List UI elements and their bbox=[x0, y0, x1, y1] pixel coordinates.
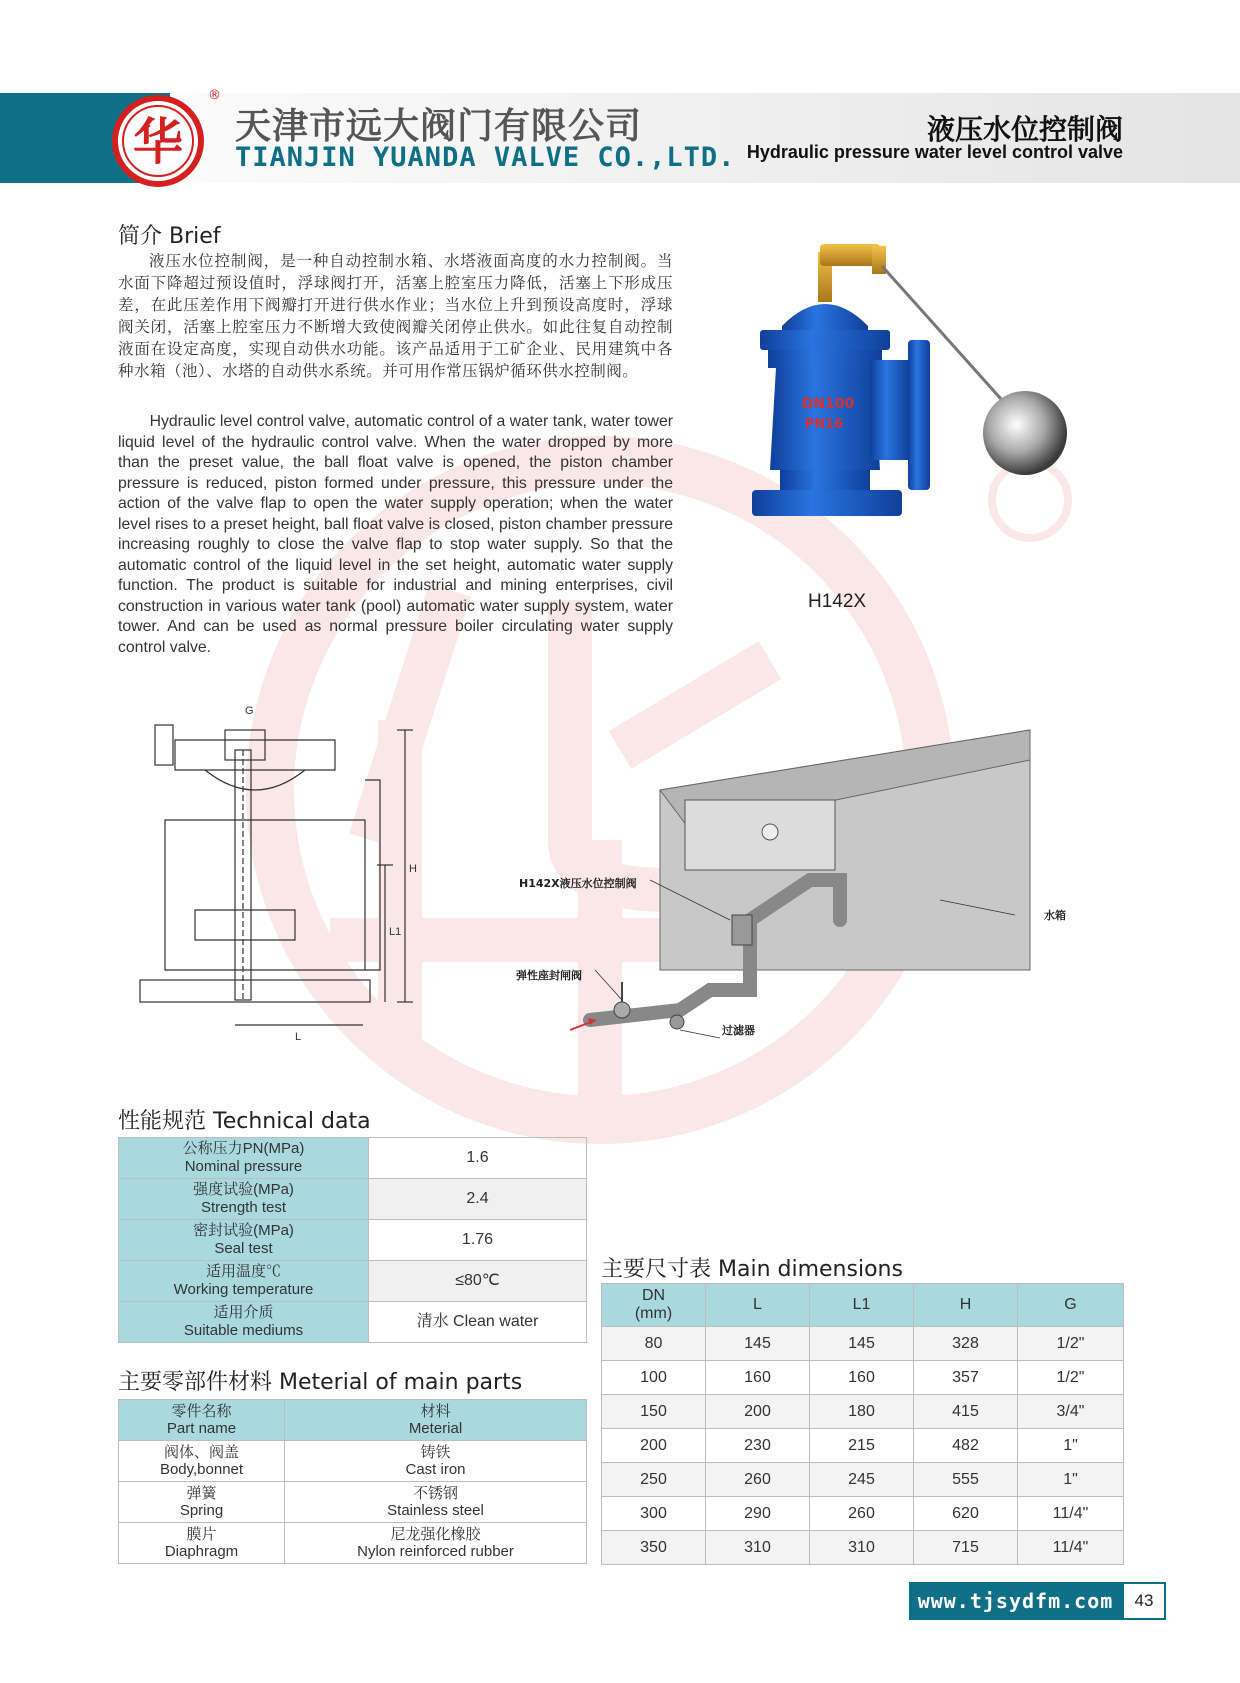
dimensions-cell: 300 bbox=[602, 1497, 706, 1531]
brief-text-cn: 液压水位控制阀，是一种自动控制水箱、水塔液面高度的水力控制阀。当水面下降超过预设值时，浮球阀打开，活塞上腔室压力降低，活塞上下形成压差，在此压差作用下阀瓣打开进行供水作业；当水位上升到预设高度时，浮球阀关闭，活塞上腔室压力不断增大致使阀瓣关闭停止供水。如此往复自动控制液面在设定高度，实现自动供水功能。该产品适用于工矿企业、民用建筑中各种水箱（池）、水塔的自动供水系统。并可用作常压锅炉循环供水控制阀。 bbox=[118, 252, 673, 380]
dimensions-row bbox=[602, 1463, 1124, 1497]
dimensions-cell: 310 bbox=[706, 1531, 810, 1565]
drawing-label-g: G bbox=[245, 705, 254, 717]
logo-character: 华 bbox=[133, 113, 183, 171]
materials-part: 弹簧 Spring bbox=[119, 1482, 285, 1523]
technical-title: 性能规范 Technical data bbox=[118, 1109, 371, 1134]
dimensions-cell: 1/2" bbox=[1018, 1361, 1124, 1395]
drawing-label-h: H bbox=[409, 863, 417, 875]
dimensions-cell: 310 bbox=[810, 1531, 914, 1565]
materials-title: 主要零部件材料 Meterial of main parts bbox=[118, 1370, 523, 1395]
dimensions-cell: 415 bbox=[914, 1395, 1018, 1429]
page-number: 43 bbox=[1122, 1582, 1166, 1620]
dimensions-cell: 200 bbox=[602, 1429, 706, 1463]
dimensions-cell: 715 bbox=[914, 1531, 1018, 1565]
callout-tank: 水箱 bbox=[1044, 909, 1066, 922]
dimensions-header-l: L bbox=[706, 1284, 810, 1327]
company-name-cn: 天津市远大阀门有限公司 bbox=[235, 106, 643, 147]
dimensions-cell: 1/2" bbox=[1018, 1327, 1124, 1361]
company-name-en: TIANJIN YUANDA VALVE CO.,LTD. bbox=[235, 142, 736, 173]
dimensions-cell: 1" bbox=[1018, 1463, 1124, 1497]
dimensions-cell: 350 bbox=[602, 1531, 706, 1565]
dimensions-cell: 482 bbox=[914, 1429, 1018, 1463]
product-title-cn: 液压水位控制阀 bbox=[926, 113, 1123, 146]
drawing-label-l1: L1 bbox=[389, 926, 402, 938]
dimensions-row bbox=[602, 1531, 1124, 1565]
dimensions-cell: 80 bbox=[602, 1327, 706, 1361]
technical-row bbox=[119, 1261, 587, 1302]
materials-row bbox=[119, 1441, 587, 1482]
materials-table bbox=[118, 1399, 587, 1564]
technical-row bbox=[119, 1179, 587, 1220]
dimensions-cell: 290 bbox=[706, 1497, 810, 1531]
technical-label: 公称压力PN(MPa) Nominal pressure bbox=[119, 1138, 369, 1179]
brief-title: 简介 Brief bbox=[118, 224, 221, 249]
materials-header-row bbox=[119, 1400, 587, 1441]
dimensions-cell: 200 bbox=[706, 1395, 810, 1429]
footer-website[interactable]: www.tjsydfm.com bbox=[909, 1582, 1122, 1620]
materials-header-part: 零件名称 Part name bbox=[119, 1400, 285, 1441]
technical-table bbox=[118, 1137, 587, 1343]
technical-value: 1.6 bbox=[369, 1138, 587, 1179]
dimensions-cell: 150 bbox=[602, 1395, 706, 1429]
registered-mark: ® bbox=[208, 88, 221, 103]
materials-part: 阀体、阀盖 Body,bonnet bbox=[119, 1441, 285, 1482]
dimensions-cell: 260 bbox=[706, 1463, 810, 1497]
dimensions-cell: 3/4" bbox=[1018, 1395, 1124, 1429]
dimensions-cell: 145 bbox=[810, 1327, 914, 1361]
dimensions-header-l1: L1 bbox=[810, 1284, 914, 1327]
technical-row bbox=[119, 1302, 587, 1343]
materials-material: 铸铁 Cast iron bbox=[285, 1441, 587, 1482]
valve-marking-pn: PN16 bbox=[804, 417, 844, 432]
dimensions-cell: 215 bbox=[810, 1429, 914, 1463]
technical-label: 适用温度℃ Working temperature bbox=[119, 1261, 369, 1302]
dimensions-row bbox=[602, 1429, 1124, 1463]
callout-filter: 过滤器 bbox=[722, 1024, 755, 1037]
dimensions-cell: 100 bbox=[602, 1361, 706, 1395]
dimensions-cell: 11/4" bbox=[1018, 1497, 1124, 1531]
dimensions-cell: 620 bbox=[914, 1497, 1018, 1531]
dimensions-cell: 11/4" bbox=[1018, 1531, 1124, 1565]
dimensions-cell: 260 bbox=[810, 1497, 914, 1531]
valve-model-label: H142X bbox=[808, 591, 867, 612]
valve-marking-dn: DN100 bbox=[801, 396, 855, 412]
dimensions-cell: 145 bbox=[706, 1327, 810, 1361]
drawing-label-l: L bbox=[295, 1031, 302, 1043]
materials-material: 不锈钢 Stainless steel bbox=[285, 1482, 587, 1523]
technical-label: 强度试验(MPa) Strength test bbox=[119, 1179, 369, 1220]
dimensions-header-h: H bbox=[914, 1284, 1018, 1327]
dimensions-table bbox=[601, 1283, 1124, 1565]
dimensions-cell: 328 bbox=[914, 1327, 1018, 1361]
technical-value: 2.4 bbox=[369, 1179, 587, 1220]
dimensions-cell: 160 bbox=[706, 1361, 810, 1395]
dimensions-cell: 555 bbox=[914, 1463, 1018, 1497]
technical-row bbox=[119, 1138, 587, 1179]
materials-material: 尼龙强化橡胶 Nylon reinforced rubber bbox=[285, 1523, 587, 1564]
product-title-en: Hydraulic pressure water level control valve bbox=[746, 142, 1123, 162]
materials-header-material: 材料 Meterial bbox=[285, 1400, 587, 1441]
company-logo bbox=[104, 93, 212, 189]
technical-row bbox=[119, 1220, 587, 1261]
dimensions-row bbox=[602, 1497, 1124, 1531]
technical-value: ≤80℃ bbox=[369, 1261, 587, 1302]
dimensions-header-row bbox=[602, 1284, 1124, 1327]
dimensions-cell: 1" bbox=[1018, 1429, 1124, 1463]
technical-label: 密封试验(MPa) Seal test bbox=[119, 1220, 369, 1261]
dimensions-cell: 357 bbox=[914, 1361, 1018, 1395]
dimensions-cell: 230 bbox=[706, 1429, 810, 1463]
dimensions-row bbox=[602, 1327, 1124, 1361]
callout-valve: H142X液压水位控制阀 bbox=[519, 877, 637, 890]
dimensions-header-g: G bbox=[1018, 1284, 1124, 1327]
dimensions-cell: 160 bbox=[810, 1361, 914, 1395]
dimensions-header-dn: DN (mm) bbox=[602, 1284, 706, 1327]
technical-value: 1.76 bbox=[369, 1220, 587, 1261]
dimensions-cell: 250 bbox=[602, 1463, 706, 1497]
dimensions-title: 主要尺寸表 Main dimensions bbox=[601, 1257, 903, 1282]
valve-product-photo bbox=[740, 240, 1110, 560]
valve-section-drawing bbox=[135, 700, 455, 1050]
materials-part: 膜片 Diaphragm bbox=[119, 1523, 285, 1564]
dimensions-row bbox=[602, 1361, 1124, 1395]
technical-value: 清水 Clean water bbox=[369, 1302, 587, 1343]
materials-row bbox=[119, 1523, 587, 1564]
dimensions-row bbox=[602, 1395, 1124, 1429]
dimensions-cell: 180 bbox=[810, 1395, 914, 1429]
brief-text-en: Hydraulic level control valve, automatic control of a water tank, water tower liquid level of the hydraulic control valve. When the water dropped by more than the preset value, the ball float valve is opened, the piston chamber pressure is reduced, piston formed under pressure, this pressure under the action of the valve flap to open the water supply operation; when the water level rises to a preset height, ball float valve is closed, piston chamber pressure increasing roughly to close the valve flap to stop water supply. So that the automatic control of the liquid level in the set height, automatic water supply function. The product is suitable for industrial and mining enterprises, civil construction in various water tank (pool) automatic water supply system, water tower. And can be used as normal pressure boiler circulating water supply control valve. bbox=[118, 413, 673, 656]
callout-gate-valve: 弹性座封闸阀 bbox=[516, 969, 582, 982]
materials-row bbox=[119, 1482, 587, 1523]
dimensions-cell: 245 bbox=[810, 1463, 914, 1497]
technical-label: 适用介质 Suitable mediums bbox=[119, 1302, 369, 1343]
